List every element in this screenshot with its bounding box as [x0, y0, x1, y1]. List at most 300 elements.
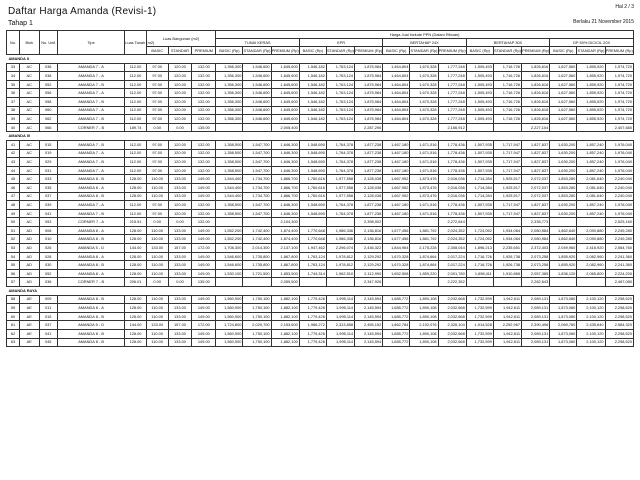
table-cell: 1,770,648	[299, 235, 326, 244]
table-row	[7, 166, 634, 175]
table-cell	[577, 123, 605, 132]
table-cell: 2,016,036	[438, 192, 466, 201]
table-cell: 2,081,640	[577, 175, 605, 184]
table-cell: 1,995,114	[326, 295, 354, 304]
table-cell: 2,057,385	[522, 269, 550, 278]
table-cell: 2,089,131	[522, 312, 550, 321]
table-cell	[550, 218, 577, 227]
table-cell: 1,645,600	[271, 115, 299, 124]
col-dp50-basic: BASIC (Rp)	[550, 47, 577, 55]
table-cell: 2,059,500	[271, 278, 299, 287]
table-cell	[243, 278, 271, 287]
table-cell: 132.00	[192, 140, 216, 149]
table-cell: 1,978,812	[326, 261, 354, 270]
table-cell: 1,882,100	[271, 338, 299, 347]
table-cell: 1,358,500	[216, 158, 243, 167]
table-cell: 1,732,599	[466, 295, 493, 304]
table-cell	[466, 278, 493, 287]
table-cell: 1,977,558	[326, 175, 354, 184]
table-cell: 1,750,100	[243, 304, 271, 313]
table-cell: 1,947,462	[299, 244, 326, 253]
table-row	[7, 235, 634, 244]
table-cell: 1,646,300	[271, 149, 299, 158]
table-cell: 1,505,493	[466, 115, 493, 124]
table-cell: 172.00	[192, 244, 216, 253]
table-cell: 2,090,880	[577, 235, 605, 244]
table-cell: 157.00	[168, 321, 192, 330]
table-cell: 55	[7, 261, 20, 270]
table-cell: 132.00	[192, 89, 216, 98]
table-cell: 1,914,528	[466, 321, 493, 330]
table-cell: 110.00	[146, 295, 168, 304]
table-cell: 2,467,080	[605, 278, 633, 287]
table-cell: 97.00	[146, 149, 168, 158]
table-cell: 1,763,124	[326, 89, 354, 98]
table-cell: 132.00	[192, 218, 216, 227]
table-cell: 1,548,690	[299, 166, 326, 175]
table-cell: AMANDA 5 - D	[57, 244, 124, 253]
table-cell: 52	[7, 235, 20, 244]
table-cell: 41	[7, 140, 20, 149]
table-cell: 1,560,900	[216, 330, 243, 339]
table-cell: 1,777,248	[438, 80, 466, 89]
table-cell: 133.00	[168, 192, 192, 201]
table-cell: 1,890,108	[410, 304, 438, 313]
table-cell: 2,032,668	[438, 304, 466, 313]
table-cell: 2,166,912	[438, 123, 466, 132]
table-cell: 1,873,476	[410, 192, 438, 201]
col-dp50: DP 50% DICICIL 20X	[550, 39, 634, 47]
table-cell: 1,546,600	[243, 89, 271, 98]
table-cell: 019	[39, 149, 57, 158]
table-cell: 1,826,616	[522, 106, 550, 115]
table-cell: 1,560,900	[216, 304, 243, 313]
table-cell: 1,877,238	[355, 166, 383, 175]
table-cell: AMANDA 8 - B	[57, 312, 124, 321]
table-cell: 132.00	[192, 63, 216, 72]
table-cell: 1,764,378	[326, 149, 354, 158]
table-row	[7, 192, 634, 201]
table-cell: 053	[39, 218, 57, 227]
table-cell: 1,862,640	[550, 226, 577, 235]
table-cell: 2,145,594	[355, 338, 383, 347]
table-cell: 066	[39, 123, 57, 132]
table-cell: 0.00	[168, 218, 192, 227]
table-cell: 2,145,594	[355, 295, 383, 304]
table-cell: 1,546,182	[299, 115, 326, 124]
table-cell: 041	[39, 330, 57, 339]
table-cell: 1,645,600	[271, 80, 299, 89]
col-tipe: Tipe	[57, 31, 124, 55]
table-cell: 2,192,076	[410, 321, 438, 330]
table-cell: 1,855,920	[550, 252, 577, 261]
table-row	[7, 312, 634, 321]
table-cell: 149.00	[192, 304, 216, 313]
table-cell	[577, 278, 605, 287]
table-cell: 2,222,352	[438, 278, 466, 287]
table-cell: 1,645,600	[271, 89, 299, 98]
table-cell: 33	[7, 63, 20, 72]
table-cell: 1,855,920	[577, 106, 605, 115]
table-cell: 112.00	[125, 201, 147, 210]
table-cell: 2,014,300	[243, 244, 271, 253]
table-cell: 1,356,300	[216, 97, 243, 106]
table-cell: 132.00	[192, 115, 216, 124]
table-cell: AC	[20, 89, 40, 98]
table-cell: AMANDA 7 - B	[57, 140, 124, 149]
table-cell: 1,358,500	[216, 209, 243, 218]
table-cell: 1,670,328	[410, 72, 438, 81]
table-cell: 133.00	[168, 312, 192, 321]
table-cell: 1,735,800	[243, 261, 271, 270]
table-cell: 1,546,182	[299, 89, 326, 98]
table-cell: 128.00	[125, 192, 147, 201]
table-cell: 110.00	[146, 330, 168, 339]
table-row	[7, 175, 634, 184]
table-row	[7, 123, 634, 132]
table-cell: 1,507,935	[466, 140, 493, 149]
table-cell: 2,073,258	[522, 261, 550, 270]
table-cell: 1,627,560	[550, 80, 577, 89]
table-cell: 60	[7, 312, 20, 321]
table-cell: 2,398,902	[355, 218, 383, 227]
table-cell: 128.00	[125, 312, 147, 321]
table-cell: 2,128,038	[355, 175, 383, 184]
table-cell: 2,296,074	[326, 244, 354, 253]
table-cell: 1,547,700	[243, 201, 271, 210]
table-cell: AMANDA 7 - A	[57, 166, 124, 175]
table-cell: 1,764,378	[326, 209, 354, 218]
table-cell: 120.00	[168, 149, 192, 158]
col-kpr-premium: PREMIUM (Rp)	[355, 47, 383, 53]
table-cell: 1,505,493	[466, 106, 493, 115]
table-row	[7, 209, 634, 218]
table-cell: 1,724,052	[466, 226, 493, 235]
table-cell: 1,546,600	[243, 63, 271, 72]
table-cell: 052	[39, 80, 57, 89]
table-cell: 2,249,280	[605, 235, 633, 244]
table-cell: 149.00	[192, 295, 216, 304]
table-cell: 2,032,668	[438, 338, 466, 347]
table-cell: 2,136,816	[355, 226, 383, 235]
col-lb-standar: STANDAR	[168, 47, 192, 55]
table-cell: 47	[7, 192, 20, 201]
table-cell: 2,100,120	[577, 304, 605, 313]
table-cell: 1,735,800	[243, 252, 271, 261]
table-cell: 2,112,990	[355, 269, 383, 278]
table-cell: 2,089,131	[522, 295, 550, 304]
table-cell: 0.00	[146, 123, 168, 132]
table-cell: 1,877,238	[355, 158, 383, 167]
table-cell: 144.00	[125, 244, 147, 253]
table-cell: 1,627,560	[550, 106, 577, 115]
col-tunai-premium: PREMIUM (Rp)	[271, 47, 299, 53]
table-cell: 1,942,611	[493, 338, 521, 347]
table-cell: 1,546,182	[299, 80, 326, 89]
table-cell: 2,081,640	[577, 192, 605, 201]
table-cell: 1,866,700	[271, 192, 299, 201]
table-row	[7, 183, 634, 192]
table-cell: 2,137,100	[271, 244, 299, 253]
table-cell: 2,100,120	[577, 338, 605, 347]
table-cell: 1,505,493	[466, 80, 493, 89]
table-cell: 1,862,784	[383, 321, 410, 330]
table-row	[7, 140, 634, 149]
table-cell: 1,698,411	[466, 269, 493, 278]
table-cell: 037	[39, 321, 57, 330]
col-b30-premium: PREMIUM (Rp)	[522, 47, 550, 53]
table-cell: 1,464,804	[383, 115, 410, 124]
table-cell: 1,763,124	[326, 72, 354, 81]
table-cell: AMANDA 7 - B	[57, 115, 124, 124]
table-cell	[299, 278, 326, 287]
table-cell: 1,995,114	[326, 304, 354, 313]
table-cell: 1,853,280	[550, 192, 577, 201]
table-cell: 1,560,900	[216, 295, 243, 304]
table-row	[7, 149, 634, 158]
table-cell: 112.00	[125, 158, 147, 167]
table-row	[7, 158, 634, 167]
table-cell: 1,763,124	[326, 106, 354, 115]
table-cell: 1,356,300	[216, 106, 243, 115]
section-label: AMANDA II	[7, 55, 634, 64]
table-cell: 132.00	[192, 158, 216, 167]
table-cell	[326, 123, 354, 132]
table-cell: 1,778,436	[438, 149, 466, 158]
table-cell: 110.00	[146, 175, 168, 184]
table-cell: 1,671,516	[410, 201, 438, 210]
table-cell: CORNER 7 - B	[57, 278, 124, 287]
col-b24-premium: PREMIUM (Rp)	[438, 47, 466, 53]
table-cell: 149.00	[192, 183, 216, 192]
table-cell: 1,764,378	[326, 166, 354, 175]
table-cell: 1,548,690	[299, 140, 326, 149]
col-b24-basic: BASIC (Rp)	[383, 47, 410, 55]
table-cell: 1,627,560	[550, 63, 577, 72]
table-cell: 1,976,040	[605, 149, 633, 158]
table-cell: 2,313,858	[326, 321, 354, 330]
table-cell: 133.00	[168, 304, 192, 313]
table-cell: AD	[20, 226, 40, 235]
table-cell: 039	[39, 201, 57, 210]
table-cell: CORNER 7 - A	[57, 218, 124, 227]
table-cell: 1,974,720	[605, 72, 633, 81]
table-cell: 1,464,804	[383, 89, 410, 98]
table-cell: 133.00	[168, 183, 192, 192]
table-cell: 149.00	[192, 312, 216, 321]
table-cell: 1,750,100	[243, 312, 271, 321]
table-cell	[216, 278, 243, 287]
table-cell: 97.00	[146, 140, 168, 149]
table-cell: 120.00	[168, 158, 192, 167]
col-tunai: TUNAI KERAS	[216, 39, 299, 47]
table-cell: 1,560,900	[216, 338, 243, 347]
table-cell: 1,855,920	[577, 72, 605, 81]
table-cell: 030	[39, 261, 57, 270]
col-b30-basic: BASIC (Rp)	[466, 47, 493, 55]
col-luas-bangunan: Luas Bangunan (m2)	[146, 31, 215, 47]
table-cell: 1,467,180	[383, 166, 410, 175]
table-cell	[383, 218, 410, 227]
col-lb-basic: BASIC	[146, 47, 168, 55]
table-cell: 1,966,272	[299, 321, 326, 330]
table-cell: 149.00	[192, 261, 216, 270]
table-cell: 1,882,100	[271, 312, 299, 321]
table-cell: 1,857,240	[577, 149, 605, 158]
table-cell: 97.00	[146, 158, 168, 167]
section-row	[7, 55, 634, 64]
table-cell: 1,356,300	[216, 72, 243, 81]
table-cell: 2,128,038	[355, 192, 383, 201]
section-row	[7, 132, 634, 141]
table-cell: 1,777,248	[438, 106, 466, 115]
table-cell: 015	[39, 312, 57, 321]
table-cell: 97.00	[146, 166, 168, 175]
table-cell: 2,347,926	[355, 278, 383, 287]
table-cell: 1,548,690	[299, 149, 326, 158]
table-row	[7, 244, 634, 253]
table-cell: 215.51	[125, 218, 147, 227]
table-cell: 172.00	[192, 321, 216, 330]
table-cell: 1,986,336	[326, 226, 354, 235]
table-cell: 036	[39, 63, 57, 72]
table-cell: 1,866,700	[271, 175, 299, 184]
table-cell: 2,435,640	[577, 321, 605, 330]
table-cell: AE	[20, 295, 40, 304]
table-cell: 2,072,037	[522, 192, 550, 201]
table-cell: 112.00	[125, 140, 147, 149]
table-cell: 1,464,804	[383, 106, 410, 115]
table-cell: 2,080,584	[522, 226, 550, 235]
table-cell: 2,049,960	[550, 244, 577, 253]
table-cell: 97.00	[146, 97, 168, 106]
table-cell: 1,546,600	[243, 115, 271, 124]
table-cell: AMANDA 8 - A	[57, 252, 124, 261]
table-cell: AC	[20, 201, 40, 210]
table-cell: 110.00	[146, 226, 168, 235]
table-cell	[493, 218, 521, 227]
table-cell: 1,827,837	[522, 201, 550, 210]
table-row	[7, 295, 634, 304]
table-cell: 38	[7, 106, 20, 115]
table-cell	[577, 218, 605, 227]
table-cell: 112.00	[125, 97, 147, 106]
table-cell: 1,827,837	[522, 158, 550, 167]
table-cell: AC	[20, 192, 40, 201]
table-cell: 1,779,426	[299, 295, 326, 304]
table-cell: 1,857,240	[577, 166, 605, 175]
table-cell: AMANDA 8 - A	[57, 269, 124, 278]
table-cell: 1,652,508	[383, 269, 410, 278]
phase-label: Tahap 1	[8, 20, 33, 27]
table-cell	[410, 218, 438, 227]
table-cell: 1,881,792	[410, 226, 438, 235]
table-row	[7, 218, 634, 227]
table-cell: 1,717,947	[493, 140, 521, 149]
table-row	[7, 63, 634, 72]
table-cell: 1,976,040	[605, 201, 633, 210]
table-cell: 1,716,726	[493, 97, 521, 106]
table-cell: 2,129,292	[355, 252, 383, 261]
table-cell: 1,826,616	[522, 89, 550, 98]
table-cell: 1,716,726	[493, 89, 521, 98]
col-kpr-standar: STANDAR (Rp)	[327, 47, 354, 53]
table-cell: 1,724,052	[466, 235, 493, 244]
table-cell: 2,282,643	[522, 278, 550, 287]
table-cell: 1,934,064	[493, 226, 521, 235]
table-cell: 149.00	[192, 269, 216, 278]
table-cell: 2,372,403	[522, 244, 550, 253]
table-cell: 128.00	[125, 330, 147, 339]
table-cell	[326, 278, 354, 287]
table-cell: 1,546,182	[299, 106, 326, 115]
table-cell: 2,145,594	[355, 304, 383, 313]
table-cell: 052	[39, 269, 57, 278]
table-cell: AMANDA 8 - B	[57, 295, 124, 304]
table-cell: 2,145,594	[355, 330, 383, 339]
col-bertahap24: BERTAHAP 24X	[383, 39, 466, 47]
table-cell: 1,464,804	[383, 63, 410, 72]
table-cell: 1,853,280	[550, 175, 577, 184]
table-cell: 1,742,400	[243, 226, 271, 235]
table-cell: 1,356,300	[216, 80, 243, 89]
table-cell	[299, 218, 326, 227]
table-cell: 1,546,600	[243, 106, 271, 115]
table-cell: 157.00	[168, 244, 192, 253]
table-cell: 1,910,865	[493, 269, 521, 278]
col-bertahap30: BERTAHAP 30X	[466, 39, 549, 47]
table-cell: 128.00	[125, 338, 147, 347]
table-cell: 1,763,124	[299, 252, 326, 261]
table-cell: 1,942,611	[493, 295, 521, 304]
table-cell: 1,685,772	[383, 338, 410, 347]
table-cell: AE	[20, 321, 40, 330]
table-cell: 97.00	[146, 72, 168, 81]
table-cell: 2,017,224	[438, 261, 466, 270]
table-cell: 1,875,984	[355, 89, 383, 98]
table-cell: 1,547,700	[243, 166, 271, 175]
col-no: No.	[7, 31, 20, 55]
table-cell: 48	[7, 201, 20, 210]
table-cell: 1,890,108	[410, 330, 438, 339]
table-cell: 42	[7, 149, 20, 158]
table-cell: 1,874,664	[410, 252, 438, 261]
table-cell: 2,081,640	[577, 183, 605, 192]
table-cell: 1,877,238	[355, 209, 383, 218]
table-cell: 2,241,360	[605, 252, 633, 261]
table-cell: 1,548,690	[299, 201, 326, 210]
table-cell: 61	[7, 321, 20, 330]
table-cell	[243, 123, 271, 132]
table-cell: 1,708,300	[216, 244, 243, 253]
table-cell: 033	[39, 175, 57, 184]
table-cell: 1,507,935	[466, 209, 493, 218]
table-cell: 128.00	[125, 175, 147, 184]
table-cell: 2,249,280	[605, 226, 633, 235]
table-cell: 2,436,322	[355, 244, 383, 253]
table-cell	[493, 123, 521, 132]
table-cell: 112.00	[125, 89, 147, 98]
table-row	[7, 304, 634, 313]
table-cell: 132.00	[192, 201, 216, 210]
table-row	[7, 261, 634, 270]
table-cell: 1,976,040	[605, 166, 633, 175]
table-cell: 133.00	[168, 226, 192, 235]
table-cell: AE	[20, 304, 40, 313]
table-cell: 1,546,182	[299, 72, 326, 81]
table-cell: 1,995,114	[326, 330, 354, 339]
table-cell: 1,857,240	[577, 201, 605, 210]
